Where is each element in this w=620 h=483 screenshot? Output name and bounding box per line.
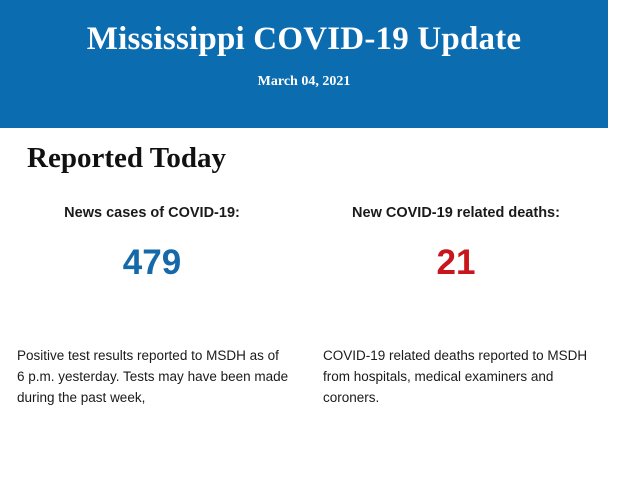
stat-new-cases-label: News cases of COVID-19: bbox=[64, 205, 240, 221]
stat-new-deaths-description: COVID-19 related deaths reported to MSDH from hospitals, medical examiners and coroners. bbox=[323, 348, 588, 405]
report-date: March 04, 2021 bbox=[257, 74, 351, 90]
page-title: Mississippi COVID-19 Update bbox=[86, 21, 522, 57]
stat-new-deaths-value: 21 bbox=[436, 243, 476, 282]
stat-new-cases-description: Positive test results reported to MSDH as of 6 p.m. yesterday. Tests may have been made during the past week, bbox=[17, 348, 289, 405]
stats-row bbox=[0, 205, 608, 409]
header-banner bbox=[0, 0, 608, 128]
stat-new-cases bbox=[0, 205, 304, 409]
stat-new-deaths-label: New COVID-19 related deaths: bbox=[352, 205, 560, 221]
stat-new-deaths bbox=[304, 205, 608, 409]
stat-new-cases-value: 479 bbox=[122, 243, 182, 282]
section-heading-reported-today: Reported Today bbox=[27, 142, 227, 174]
